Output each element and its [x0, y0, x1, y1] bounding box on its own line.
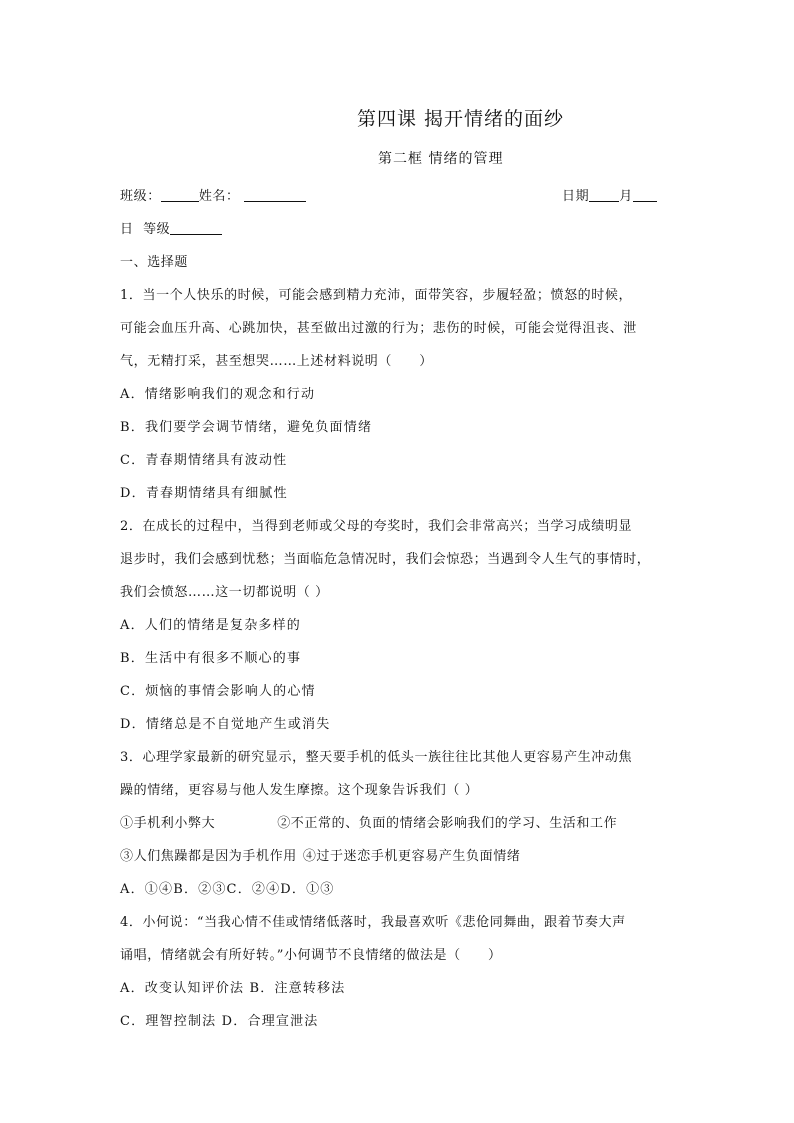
- q3-choice-2: ②不正常的、负面的情绪会影响我们的学习、生活和工作: [277, 816, 618, 831]
- q3-choices-row-2: [120, 845, 680, 864]
- name-blank: [244, 187, 306, 202]
- q3-choice-3: ③人们焦躁都是因为手机作用: [120, 849, 297, 864]
- q3-choices-row-1: [120, 812, 680, 831]
- q1-option-d: D．青春期情绪具有细腻性: [120, 486, 288, 501]
- page-subtitle: 第二框 情绪的管理: [378, 151, 504, 167]
- q3-line-1: 3．心理学家最新的研究显示，整天要手机的低头一族往往比其他人更容易产生冲动焦: [120, 750, 633, 765]
- q3-line-2: 躁的情绪，更容易与他人发生摩擦。这个现象告诉我们（ ）: [120, 783, 479, 798]
- q4-options-cd: C．理智控制法 D．合理宣泄法: [120, 1014, 319, 1029]
- q2-option-b: B．生活中有很多不顺心的事: [120, 651, 302, 666]
- q4-line-1: 4．小何说：“当我心情不佳或情绪低落时，我最喜欢听《悲伧同舞曲，跟着节奏大声: [120, 915, 626, 930]
- month-blank: [589, 187, 619, 202]
- name-label: 姓名：: [198, 189, 240, 204]
- q2-line-1: 2．在成长的过程中，当得到老师或父母的夸奖时，我们会非常高兴；当学习成绩明显: [120, 519, 633, 534]
- q1-option-b: B．我们要学会调节情绪，避免负面情绪: [120, 420, 373, 435]
- page-title: 第四课 揭开情绪的面纱: [357, 108, 565, 130]
- q3-answer-options: A．①④B．②③C．②④D．①③: [120, 882, 335, 897]
- day-label: 日: [120, 222, 134, 237]
- q4-line-2: 诵唱，情绪就会有所好转。”小何调节不良情绪的做法是（ ）: [120, 948, 502, 963]
- q4-options-ab: A．改变认知评价法 B．注意转移法: [120, 981, 346, 996]
- date-label: 日期: [562, 189, 590, 204]
- q2-line-2: 退步时，我们会感到忧愁；当面临危急情况时，我们会惊恐；当遇到令人生气的事情时，: [120, 552, 651, 567]
- date-row: [562, 185, 657, 204]
- section-heading: 一、选择题: [120, 255, 189, 270]
- month-label: 月: [619, 189, 633, 204]
- grade-label: 等级: [143, 222, 171, 237]
- q2-option-c: C．烦恼的事情会影响人的心情: [120, 684, 316, 699]
- q1-line-2: 可能会血压升高、心跳加快，甚至做出过激的行为；悲伤的时候，可能会觉得沮丧、泄: [120, 321, 637, 336]
- q1-option-a: A．情绪影响我们的观念和行动: [120, 387, 316, 402]
- grade-row: [120, 218, 680, 237]
- q2-option-d: D．情绪总是不自觉地产生或消失: [120, 717, 331, 732]
- day-blank: [633, 187, 657, 202]
- q3-choice-1: ①手机利小弊大: [120, 816, 216, 831]
- q3-choice-4: ④过于迷恋手机更容易产生负面情绪: [302, 849, 521, 864]
- q2-line-3: 我们会愤怒……这一切都说明（ ）: [120, 585, 329, 600]
- q1-option-c: C．青春期情绪具有波动性: [120, 453, 288, 468]
- q1-line-3: 气，无精打采，甚至想哭……上述材料说明（ ）: [120, 354, 433, 369]
- class-blank: [161, 187, 199, 202]
- q2-option-a: A．人们的情绪是复杂多样的: [120, 618, 301, 633]
- class-label: 班级：: [120, 189, 161, 204]
- grade-blank: [170, 220, 222, 235]
- q1-line-1: 1．当一个人快乐的时候，可能会感到精力充沛，面带笑容，步履轻盈；愤怒的时候，: [120, 288, 633, 303]
